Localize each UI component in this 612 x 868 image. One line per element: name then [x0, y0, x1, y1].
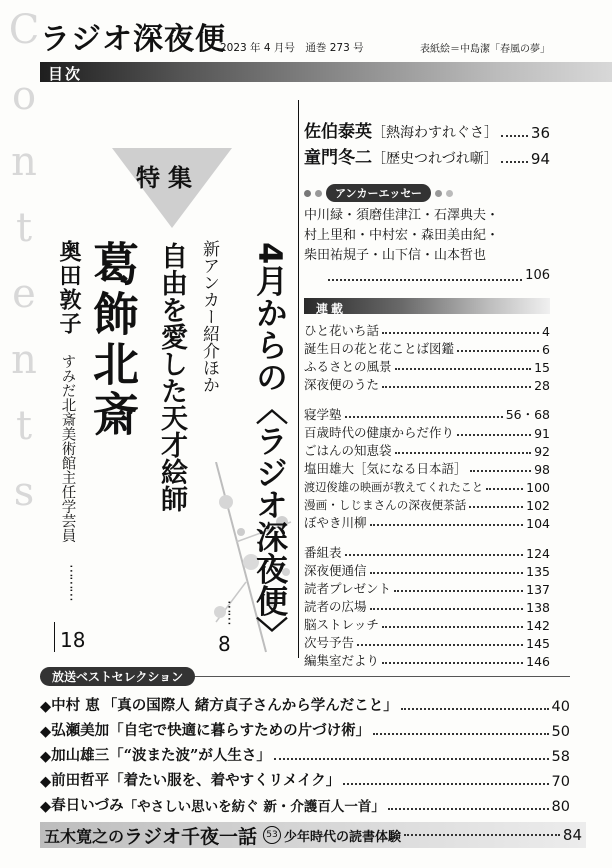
entry-title: 誕生日の花と花ことば図鑑 [304, 341, 455, 356]
feature-label: 特集 [136, 163, 200, 192]
dot-icon [446, 190, 453, 197]
entry-series: ［歴史つれづれ噺］ [372, 151, 498, 167]
entry-page: 6 [542, 342, 550, 357]
entry-title: ひと花いち話 [304, 323, 380, 338]
entry-page: 146 [526, 654, 550, 669]
entry-author: 童門冬二 [304, 148, 372, 168]
anchor-line: 村上里和・中村宏・森田美由紀・ [304, 228, 500, 243]
best-item[interactable] [40, 740, 570, 765]
entry-saeki[interactable] [304, 118, 550, 142]
best-item-title: 「やさしい思いを紡ぐ 新・介護百人一首」 [123, 799, 385, 815]
leader-dots [388, 808, 549, 810]
anchor-essay-entry[interactable] [304, 266, 550, 286]
leader-dots [345, 416, 503, 418]
best-item[interactable] [40, 690, 570, 715]
leader-dots [343, 783, 548, 785]
watermark-letter: C [8, 7, 40, 53]
feature-main-title: 4月からの〈ラジオ深夜便〉 [251, 242, 289, 649]
toc-entry[interactable] [304, 441, 550, 459]
contents-watermark [4, 7, 44, 538]
entry-title: 深夜便通信 [304, 563, 367, 578]
hokusai-subtitle: 自由を愛した天才絵師 [156, 242, 187, 512]
entry-page: 135 [526, 564, 550, 579]
bullet-icon: ◆ [40, 773, 52, 790]
anchor-line: 柴田祐規子・山下信・山本哲也 [304, 248, 487, 263]
toc-entry[interactable] [304, 423, 550, 441]
entry-page: 15 [534, 360, 550, 375]
entry-title: ごはんの知恵袋 [304, 443, 392, 458]
leader-dots [401, 708, 549, 710]
watermark-letter: s [13, 469, 35, 515]
entry-title: ふるさとの風景 [304, 359, 392, 374]
toc-entry[interactable] [304, 357, 550, 375]
entry-author: 佐伯泰英 [304, 122, 372, 142]
leader-dots [370, 524, 524, 526]
best-item-name: 春日いづみ [51, 797, 124, 814]
leader-dots [394, 590, 523, 592]
entry-page: 91 [534, 426, 550, 441]
right-column [304, 118, 550, 669]
entry-title: ぼやき川柳 [304, 515, 367, 530]
toc-entry[interactable] [304, 615, 550, 633]
best-item[interactable] [40, 715, 570, 740]
toc-entry[interactable] [304, 561, 550, 579]
best-item-title: 「“波また波”が人生さ」 [109, 747, 271, 764]
entry-page: 104 [526, 516, 550, 531]
toc-entry[interactable] [304, 543, 550, 561]
best-item-title: 「真の国際人 緒方貞子さんから学んだこと」 [102, 697, 398, 714]
entry-title: 百歳時代の健康からだ作り [304, 425, 455, 440]
entry-title: 番組表 [304, 545, 342, 560]
leader-dots [357, 644, 523, 646]
best-item[interactable] [40, 765, 570, 790]
entry-page: 142 [526, 618, 550, 633]
entry-page: 106 [525, 268, 550, 283]
entry-page: 124 [526, 546, 550, 561]
leader-dots [382, 662, 523, 664]
leader-dots [382, 626, 523, 628]
hokusai-page: 18 [60, 628, 86, 652]
entry-page: 138 [526, 600, 550, 615]
watermark-letter: t [15, 205, 33, 251]
toc-entry[interactable] [304, 321, 550, 339]
toc-label: 目次 [48, 65, 83, 83]
footer-series: ラジオ千夜一話 [124, 825, 258, 848]
leader-dots [373, 733, 548, 735]
anchor-essay-label: アンカーエッセー [326, 184, 431, 202]
best-item-title: 「着たい服を、着やすくリメイク」 [109, 772, 341, 789]
entry-page: 36 [530, 124, 550, 142]
watermark-letter: e [12, 271, 36, 317]
bullet-icon: ◆ [40, 698, 52, 715]
watermark-letter: o [11, 73, 37, 119]
bullet-icon: ◆ [40, 798, 52, 815]
leader-dots [395, 368, 532, 370]
footer-author: 五木寛之の [44, 826, 125, 846]
entry-title: 塩田雄大［気になる日本語］ [304, 461, 467, 476]
leader-dots [328, 279, 522, 281]
toc-entry[interactable] [304, 339, 550, 357]
toc-entry[interactable] [304, 495, 550, 513]
entry-page: 56・68 [505, 407, 550, 422]
bullet-icon: ◆ [40, 723, 52, 740]
entry-title: 脳ストレッチ [304, 617, 379, 632]
anchor-line: 中川緑・須磨佳津江・石澤典夫・ [304, 208, 500, 223]
entry-page: 28 [534, 378, 550, 393]
footer-feature[interactable] [40, 822, 586, 848]
series-group-1 [304, 321, 550, 393]
toc-entry[interactable] [304, 459, 550, 477]
leader-dots [274, 758, 549, 760]
series-group-3 [304, 543, 550, 669]
best-label: 放送ベストセレクション [40, 667, 195, 686]
anchor-names [304, 206, 550, 286]
best-item-page: 40 [551, 699, 570, 715]
leader-dots [345, 554, 524, 556]
feature-main-leader: ⋯⋯ [221, 600, 237, 624]
best-header [40, 666, 570, 686]
anchor-essay-header [304, 184, 550, 202]
entry-title: 寝学塾 [304, 407, 342, 422]
series-group-2 [304, 405, 550, 531]
toc-entry[interactable] [304, 375, 550, 393]
best-item-title: 「自宅で快適に暮らすための片づけ術」 [109, 722, 371, 739]
dot-icon [304, 190, 311, 197]
feature-main-sub: 新アンカー紹介ほか [199, 240, 219, 393]
cover-credit: 表紙絵＝中島潔「春風の夢」 [420, 44, 550, 55]
entry-page: 137 [526, 582, 550, 597]
toc-entry[interactable] [304, 633, 550, 651]
entry-title: 読者プレゼント [304, 581, 392, 596]
toc-entry[interactable] [304, 579, 550, 597]
best-item-name: 中村 恵 [51, 697, 100, 714]
toc-entry[interactable] [304, 513, 550, 531]
hokusai-leader: ⋯⋯⋯ [63, 564, 79, 600]
entry-title: 漫画・しじまさんの深夜便茶話 [304, 498, 467, 512]
leader-dots [404, 834, 560, 836]
leader-dots [382, 386, 531, 388]
toc-entry[interactable] [304, 597, 550, 615]
footer-number-badge: 53 [263, 826, 281, 844]
leader-dots [395, 452, 532, 454]
dot-icon [315, 190, 322, 197]
entry-title: 編集室だより [304, 653, 380, 668]
leader-dots [501, 135, 528, 137]
best-item[interactable] [40, 790, 570, 815]
dot-icon [435, 190, 442, 197]
entry-series: ［熱海わすれぐさ］ [372, 125, 498, 141]
entry-page: 145 [526, 636, 550, 651]
toc-header-bar [40, 62, 612, 82]
leader-dots [457, 434, 531, 436]
feature-section [46, 92, 294, 658]
best-item-page: 58 [551, 749, 570, 765]
column-divider [298, 100, 299, 658]
best-item-name: 加山雄三 [51, 747, 110, 764]
entry-title: 渡辺俊雄の映画が教えてくれたこと [304, 481, 484, 494]
toc-entry[interactable] [304, 405, 550, 423]
entry-title: 次号予告 [304, 635, 355, 650]
hokusai-author: 奥田敦子 [56, 240, 82, 336]
entry-title: 深夜便のうた [304, 377, 380, 392]
best-list [40, 690, 570, 815]
leader-dots [486, 488, 523, 490]
watermark-letter: n [11, 139, 37, 185]
best-item-page: 50 [551, 724, 570, 740]
series-header [304, 298, 550, 314]
hokusai-page-rule [54, 622, 55, 652]
entry-title: 読者の広場 [304, 599, 367, 614]
masthead [0, 0, 612, 100]
series-label: 連載 [316, 302, 347, 316]
hokusai-title: 葛飾北斎 [86, 240, 140, 440]
magazine-logo: ラジオ深夜便 [40, 22, 226, 57]
footer-topic: 少年時代の読書体験 [284, 829, 402, 845]
entry-domon[interactable] [304, 142, 550, 168]
leader-dots [382, 332, 539, 334]
entry-page: 98 [534, 462, 550, 477]
entry-page: 92 [534, 444, 550, 459]
entry-page: 94 [530, 150, 550, 168]
best-item-name: 前田哲平 [51, 772, 110, 789]
best-item-page: 80 [551, 799, 570, 815]
hokusai-affiliation: すみだ北斎美術館主任学芸員 [59, 354, 76, 543]
bullet-icon: ◆ [40, 748, 52, 765]
entry-page: 102 [526, 498, 550, 513]
entry-page: 100 [526, 480, 550, 495]
watermark-letter: n [11, 337, 37, 383]
footer-page: 84 [562, 826, 582, 844]
issue-info: 2023 年 4 月号 通巻 273 号 [220, 42, 364, 54]
watermark-letter: t [15, 403, 33, 449]
leader-dots [370, 608, 524, 610]
leader-dots [501, 161, 528, 163]
best-item-name: 弘瀬美加 [51, 722, 110, 739]
entry-page: 4 [542, 324, 550, 339]
leader-dots [457, 350, 539, 352]
leader-dots [470, 470, 532, 472]
toc-entry[interactable] [304, 477, 550, 495]
feature-main-page: 8 [218, 632, 231, 656]
best-item-page: 70 [551, 774, 570, 790]
leader-dots [370, 572, 524, 574]
best-selection [40, 666, 570, 815]
leader-dots [469, 506, 523, 508]
